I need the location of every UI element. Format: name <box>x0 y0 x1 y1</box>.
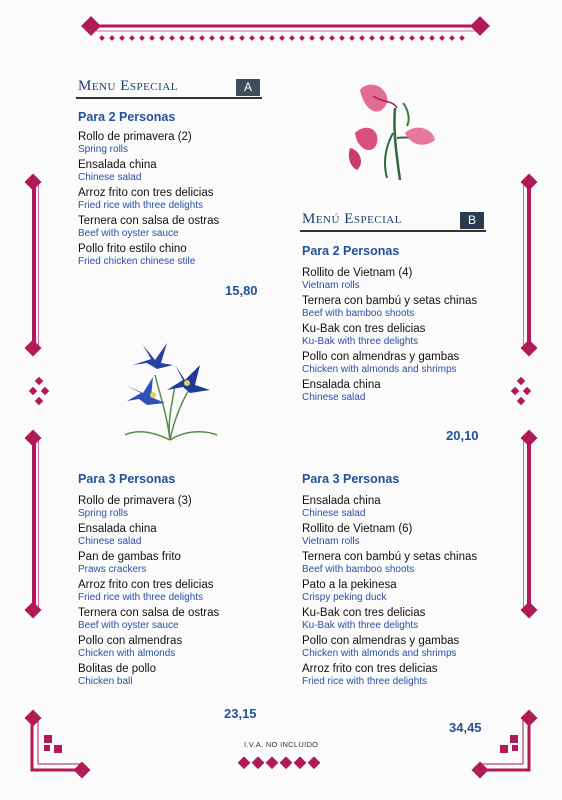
dish-name-en: Fried chicken chinese stile <box>78 256 196 267</box>
dish-name-en: Chicken with almonds and shrimps <box>302 648 457 659</box>
menu-a-title-underline <box>76 97 262 99</box>
dish-name-en: Chicken ball <box>78 676 133 687</box>
dish-name-en: Beef with oyster sauce <box>78 228 179 239</box>
menu-a-three-price: 23,15 <box>224 706 257 721</box>
menu-b-two-dish <box>302 266 492 292</box>
menu-b-title: Menú Especial <box>302 211 402 227</box>
dish-name-en: Vietnam rolls <box>302 280 360 291</box>
dish-name-en: Chicken with almonds <box>78 648 176 659</box>
menu-b-two-price: 20,10 <box>446 428 479 443</box>
menu-a-three-dish <box>78 494 278 520</box>
dish-name-es: Ensalada china <box>302 379 381 391</box>
dish-name-es: Pato a la pekinesa <box>302 579 397 591</box>
dish-name-es: Ternera con bambú y setas chinas <box>302 295 478 307</box>
dish-name-es: Ensalada china <box>302 495 381 507</box>
dish-name-en: Praws crackers <box>78 564 147 575</box>
dish-name-en: Ku-Bak with three delights <box>302 620 419 631</box>
pink-orchid-icon <box>345 78 440 183</box>
menu-a-two-price: 15,80 <box>225 283 258 298</box>
menu-a-three-dish <box>78 550 278 576</box>
blue-lily-icon <box>125 335 220 445</box>
dish-name-en: Vietnam rolls <box>302 536 360 547</box>
menu-a-badge: A <box>236 79 260 96</box>
menu-b-three-section <box>302 472 497 690</box>
dish-name-es: Rollo de primavera (2) <box>78 131 192 143</box>
menu-a-two-dish <box>78 186 273 212</box>
dish-name-en: Chinese salad <box>78 536 142 547</box>
menu-a-three-dish <box>78 662 278 688</box>
dish-name-es: Pollo con almendras y gambas <box>302 635 460 647</box>
dish-name-es: Bolitas de pollo <box>78 663 156 675</box>
dish-name-es: Rollo de primavera (3) <box>78 495 192 507</box>
dish-name-en: Chinese salad <box>302 508 366 519</box>
menu-b-two-section <box>302 244 492 406</box>
menu-a-two-heading: Para 2 Personas <box>78 110 176 124</box>
dish-name-es: Ensalada china <box>78 523 157 535</box>
menu-a-three-dish <box>78 606 278 632</box>
menu-b-three-dish <box>302 522 497 548</box>
menu-a-three-dish <box>78 578 278 604</box>
menu-a-three-dish <box>78 522 278 548</box>
dish-name-en: Fried rice with three delights <box>78 200 204 211</box>
dish-name-es: Ku-Bak con tres delicias <box>302 323 426 335</box>
menu-b-three-dish <box>302 634 497 660</box>
dish-name-es: Ensalada china <box>78 159 157 171</box>
dish-name-en: Beef with oyster sauce <box>78 620 179 631</box>
menu-b-three-dish <box>302 494 497 520</box>
menu-b-three-dish <box>302 662 497 688</box>
menu-b-three-dish <box>302 606 497 632</box>
dish-name-en: Beef with bamboo shoots <box>302 564 415 575</box>
dish-name-es: Ternera con salsa de ostras <box>78 607 220 619</box>
dish-name-es: Ku-Bak con tres delicias <box>302 607 426 619</box>
dish-name-es: Rollito de Vietnam (6) <box>302 523 413 535</box>
dish-name-en: Spring rolls <box>78 144 129 155</box>
dish-name-es: Pollo frito estilo chino <box>78 243 187 255</box>
menu-a-three-dish <box>78 634 278 660</box>
menu-b-three-price: 34,45 <box>449 720 482 735</box>
dish-name-es: Pollo con almendras <box>78 635 183 647</box>
menu-b-two-dish <box>302 378 492 404</box>
menu-a-three-heading: Para 3 Personas <box>78 472 176 486</box>
menu-a-title: Menu Especial <box>78 78 178 94</box>
menu-a-two-dish <box>78 158 273 184</box>
dish-name-es: Arroz frito con tres delicias <box>78 187 214 199</box>
menu-b-title-underline <box>300 230 486 232</box>
menu-b-three-dish <box>302 550 497 576</box>
menu-a-two-dish <box>78 214 273 240</box>
menu-b-badge: B <box>460 212 484 229</box>
dish-name-en: Chinese salad <box>302 392 366 403</box>
dish-name-es: Arroz frito con tres delicias <box>302 663 438 675</box>
menu-b-two-heading: Para 2 Personas <box>302 244 400 258</box>
dish-name-es: Ternera con bambú y setas chinas <box>302 551 478 563</box>
dish-name-en: Chicken with almonds and shrimps <box>302 364 457 375</box>
menu-b-two-dish <box>302 322 492 348</box>
dish-name-es: Arroz frito con tres delicias <box>78 579 214 591</box>
dish-name-en: Fried rice with three delights <box>78 592 204 603</box>
dish-name-en: Crispy peking duck <box>302 592 387 603</box>
menu-a-two-dish <box>78 242 273 268</box>
dish-name-en: Beef with bamboo shoots <box>302 308 415 319</box>
dish-name-es: Pan de gambas frito <box>78 551 181 563</box>
dish-name-en: Fried rice with three delights <box>302 676 428 687</box>
dish-name-en: Spring rolls <box>78 508 129 519</box>
menu-a-two-dish <box>78 130 273 156</box>
dish-name-en: Chinese salad <box>78 172 142 183</box>
menu-a-two-section <box>78 110 273 270</box>
menu-b-two-dish <box>302 294 492 320</box>
dish-name-es: Ternera con salsa de ostras <box>78 215 220 227</box>
menu-a-three-section <box>78 472 278 690</box>
dish-name-es: Rollito de Vietnam (4) <box>302 267 413 279</box>
menu-b-three-heading: Para 3 Personas <box>302 472 400 486</box>
menu-b-three-dish <box>302 578 497 604</box>
dish-name-en: Ku-Bak with three delights <box>302 336 419 347</box>
menu-b-two-dish <box>302 350 492 376</box>
tax-note: I.V.A. NO INCLUIDO <box>244 740 319 749</box>
dish-name-es: Pollo con almendras y gambas <box>302 351 460 363</box>
